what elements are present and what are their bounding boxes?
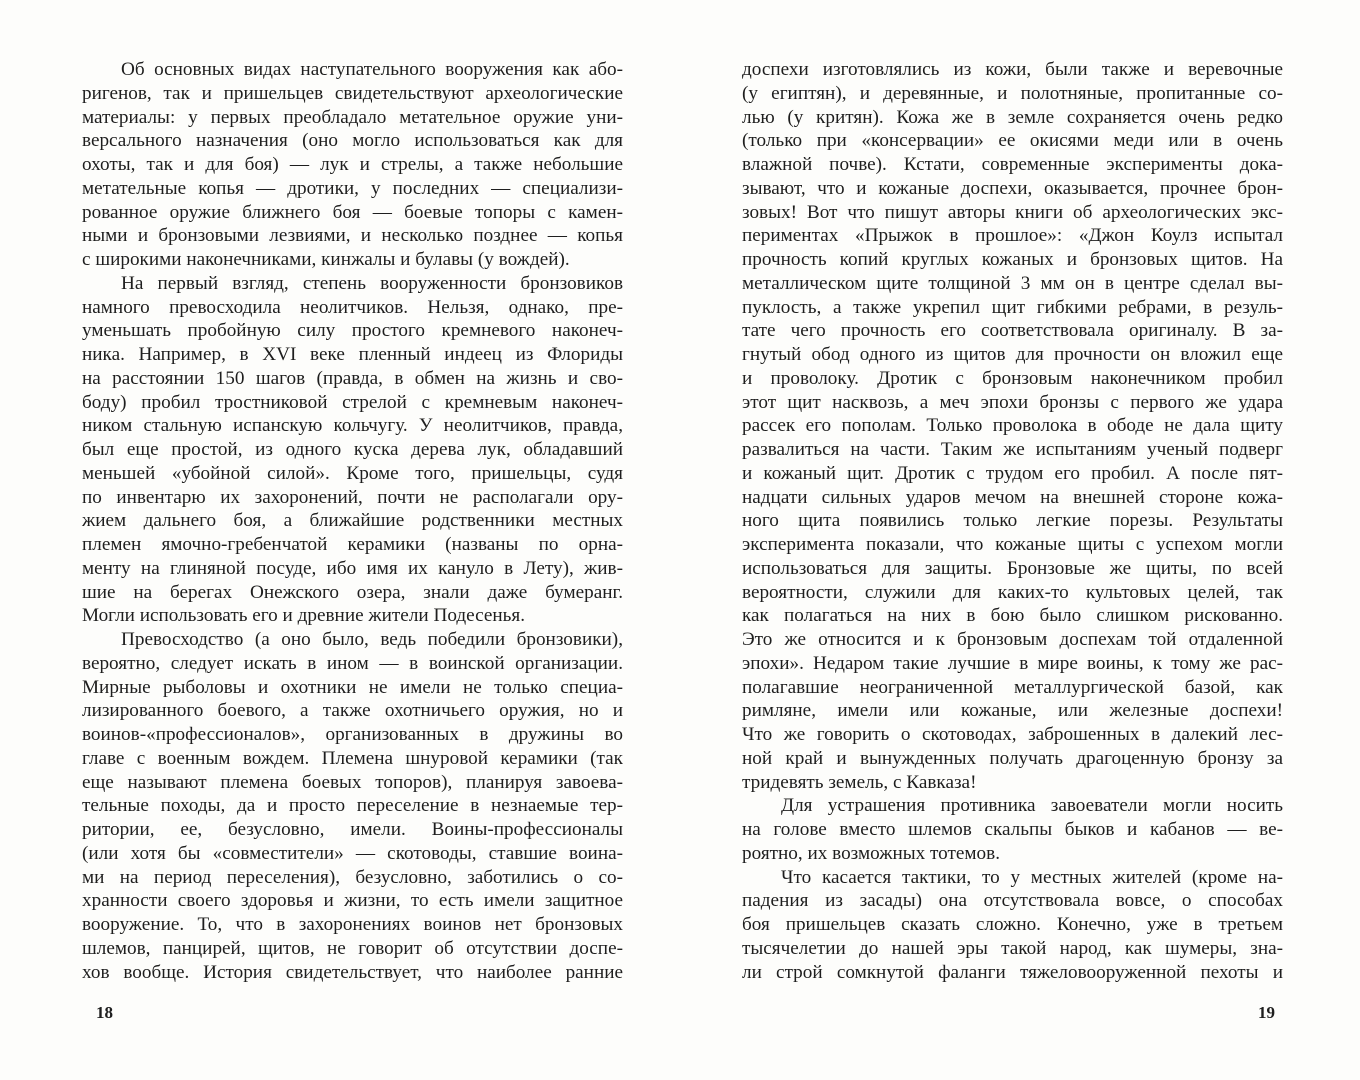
text-line: вероятно, следует искать в ином — в воинской организации. xyxy=(82,652,623,674)
text-line: по инвентарю их захоронений, почти не располагали ору- xyxy=(82,486,623,508)
text-line: прочность копий круглых кожаных и бронзовых щитов. На xyxy=(742,249,1283,270)
text-line: лью (у критян). Кожа же в земле сохраняется очень редко xyxy=(742,106,1283,128)
text-line: метательные копья — дротики, у последних — специализи- xyxy=(82,177,623,199)
text-line: надцати сильных ударов мечом на внешней стороне кожа- xyxy=(742,486,1283,508)
right-page-number: 19 xyxy=(1258,1003,1275,1022)
text-line: меньшей «убойной силой». Кроме того, пришельцы, судя xyxy=(82,462,623,484)
text-line: тридевять земель, с Кавказа! xyxy=(742,771,977,793)
text-line: ного щита появились только легкие порезы. Результаты xyxy=(742,510,1283,532)
text-line: рованное оружие ближнего боя — боевые топоры с камен- xyxy=(82,201,623,223)
text-line: эксперимента показали, что кожаные щиты с успехом могли xyxy=(742,534,1283,555)
text-line: металлическом щите толщиной 3 мм он в центре сделал вы- xyxy=(742,272,1283,294)
text-line: намного превосходила неолитчиков. Нельзя, однако, пре- xyxy=(82,296,623,318)
text-line: ником стальную испанскую кольчугу. У неолитчиков, правда, xyxy=(82,415,623,437)
text-line: еще называют племена боевых топоров), планируя завоева- xyxy=(82,771,623,793)
text-line: римляне, имели или кожаные, или железные доспехи! xyxy=(742,700,1283,722)
text-line: пуклость, а также укрепил щит гибкими ребрами, в резуль- xyxy=(742,296,1283,318)
text-line: Для устрашения противника завоеватели могли носить xyxy=(781,795,1283,817)
text-line: ритории, ее, безусловно, имели. Воины-профессионалы xyxy=(82,819,623,840)
text-line: материалы: у первых преобладало метательное оружие уни- xyxy=(82,106,623,128)
text-line: доспехи изготовлялись из кожи, были также и веревочные xyxy=(742,59,1283,80)
text-line: зовых! Вот что пишут авторы книги об археологических экс- xyxy=(742,201,1283,223)
text-line: (или хотя бы «совместители» — скотоводы, ставшие воина- xyxy=(82,842,623,864)
text-line: периментах «Прыжок в прошлое»: «Джон Коулз испытал xyxy=(742,225,1283,247)
text-line: развалиться на части. Таким же испытаниям ученый подверг xyxy=(742,439,1283,460)
text-line: и проволоку. Дротик с бронзовым наконечником пробил xyxy=(742,367,1283,389)
text-line: тысячелетии до нашей эры такой народ, как шумеры, зна- xyxy=(742,937,1283,959)
text-line: ли строй сомкнутой фаланги тяжеловооруженной пехоты и xyxy=(742,961,1283,983)
text-line: гнутый обод одного из щитов для прочности он вложил еще xyxy=(742,344,1283,365)
text-line: и кожаный щит. Дротик с трудом его пробил. А после пят- xyxy=(742,462,1283,484)
text-line: версального назначения (оно могло использоваться как для xyxy=(82,130,623,152)
text-line: племен ямочно-гребенчатой керамики (названы по орна- xyxy=(82,534,623,555)
text-line: с широкими наконечниками, кинжалы и булавы (у вождей). xyxy=(82,249,570,270)
text-line: хов вообще. История свидетельствует, что наиболее ранние xyxy=(82,961,623,983)
text-line: Что же говорить о скотоводах, заброшенных в далекий лес- xyxy=(742,724,1283,745)
text-line: был еще простой, из одного куска дерева лук, обладавший xyxy=(82,439,623,460)
text-line: жием дальнего боя, а ближайшие родственники местных xyxy=(82,510,623,532)
text-line: ника. Например, в XVI веке пленный индеец из Флориды xyxy=(82,344,623,365)
text-line: На первый взгляд, степень вооруженности бронзовиков xyxy=(121,272,623,294)
left-page-number: 18 xyxy=(96,1003,113,1022)
text-line: вооружение. То, что в захоронениях воинов нет бронзовых xyxy=(82,914,623,935)
text-line: эпохи». Недаром такие лучшие в мире воины, к тому же рас- xyxy=(742,652,1283,674)
text-line: на голове вместо шлемов скальпы быков и кабанов — ве- xyxy=(742,819,1283,840)
text-line: полагавшие неограниченной металлургической базой, как xyxy=(742,676,1283,698)
text-line: тельные походы, да и просто переселение в незнаемые тер- xyxy=(82,795,623,817)
text-line: уменьшать пробойную силу простого кремневого наконеч- xyxy=(82,320,623,342)
text-line: (только при «консервации» ее окисями меди или в очень xyxy=(742,130,1283,152)
text-line: на расстоянии 150 шагов (правда, в обмен на жизнь и сво- xyxy=(82,367,623,389)
text-line: зывают, что и кожаные доспехи, оказывается, прочнее брон- xyxy=(742,177,1283,199)
text-line: менту на глиняной посуде, ибо имя их кануло в Лету), жив- xyxy=(82,557,623,579)
text-line: тате чего прочность его соответствовала оригиналу. В за- xyxy=(742,320,1283,342)
text-line: боя пришельцев сказать сложно. Конечно, уже в третьем xyxy=(742,914,1283,935)
text-line: ми на период переселения), безусловно, заботились о со- xyxy=(82,866,623,888)
text-line: Могли использовать его и древние жители Подесенья. xyxy=(82,605,526,627)
text-line: воинов-«профессионалов», организованных в дружины во xyxy=(82,724,623,745)
text-line: падения из засады) она отсутствовала вовсе, о способах xyxy=(742,890,1283,912)
left-page-text xyxy=(82,58,623,984)
text-line: охоты, так и для боя) — лук и стрелы, а также небольшие xyxy=(82,154,623,175)
text-line: роятно, их возможных тотемов. xyxy=(742,842,1001,864)
text-line: ной край и вынужденных получать драгоценную бронзу за xyxy=(742,747,1283,769)
text-line: Об основных видах наступательного вооружения как або- xyxy=(121,59,623,80)
text-line: Мирные рыболовы и охотники не имели не только специа- xyxy=(82,676,623,698)
text-line: Что касается тактики, то у местных жителей (кроме на- xyxy=(781,866,1283,888)
text-line: лизированного боевого, а также охотничьего оружия, но и xyxy=(82,700,623,722)
text-line: ригенов, так и пришельцев свидетельствуют археологические xyxy=(82,82,623,104)
text-line: этот щит насквозь, а меч эпохи бронзы с первого же удара xyxy=(742,391,1283,413)
text-line: главе с военным вождем. Племена шнуровой керамики (так xyxy=(82,747,623,769)
text-line: боду) пробил тростниковой стрелой с кремневым наконеч- xyxy=(82,391,623,413)
right-page-text xyxy=(742,58,1283,984)
text-line: как полагаться на них в бою было слишком рискованно. xyxy=(742,605,1283,627)
text-line: ными и бронзовыми лезвиями, и несколько позднее — копья xyxy=(82,225,623,247)
text-line: вероятности, служили для каких-то культовых целей, так xyxy=(742,581,1283,603)
text-line: влажной почве). Кстати, современные эксперименты дока- xyxy=(742,154,1283,175)
text-line: рассек его пополам. Только проволока в ободе не дала щиту xyxy=(742,415,1283,437)
text-line: шлемов, панцирей, щитов, не говорит об отсутствии доспе- xyxy=(82,937,623,959)
text-line: Это же относится и к бронзовым доспехам той отдаленной xyxy=(742,629,1283,650)
text-line: использоваться для защиты. Бронзовые же щиты, по всей xyxy=(742,557,1283,579)
text-line: (у египтян), и деревянные, и полотняные, пропитанные со- xyxy=(742,82,1283,104)
text-line: шие на берегах Онежского озера, знали даже бумеранг. xyxy=(82,581,623,603)
text-line: Превосходство (а оно было, ведь победили бронзовики), xyxy=(121,629,623,650)
text-line: хранности своего здоровья и жизни, то есть имели защитное xyxy=(82,890,623,912)
